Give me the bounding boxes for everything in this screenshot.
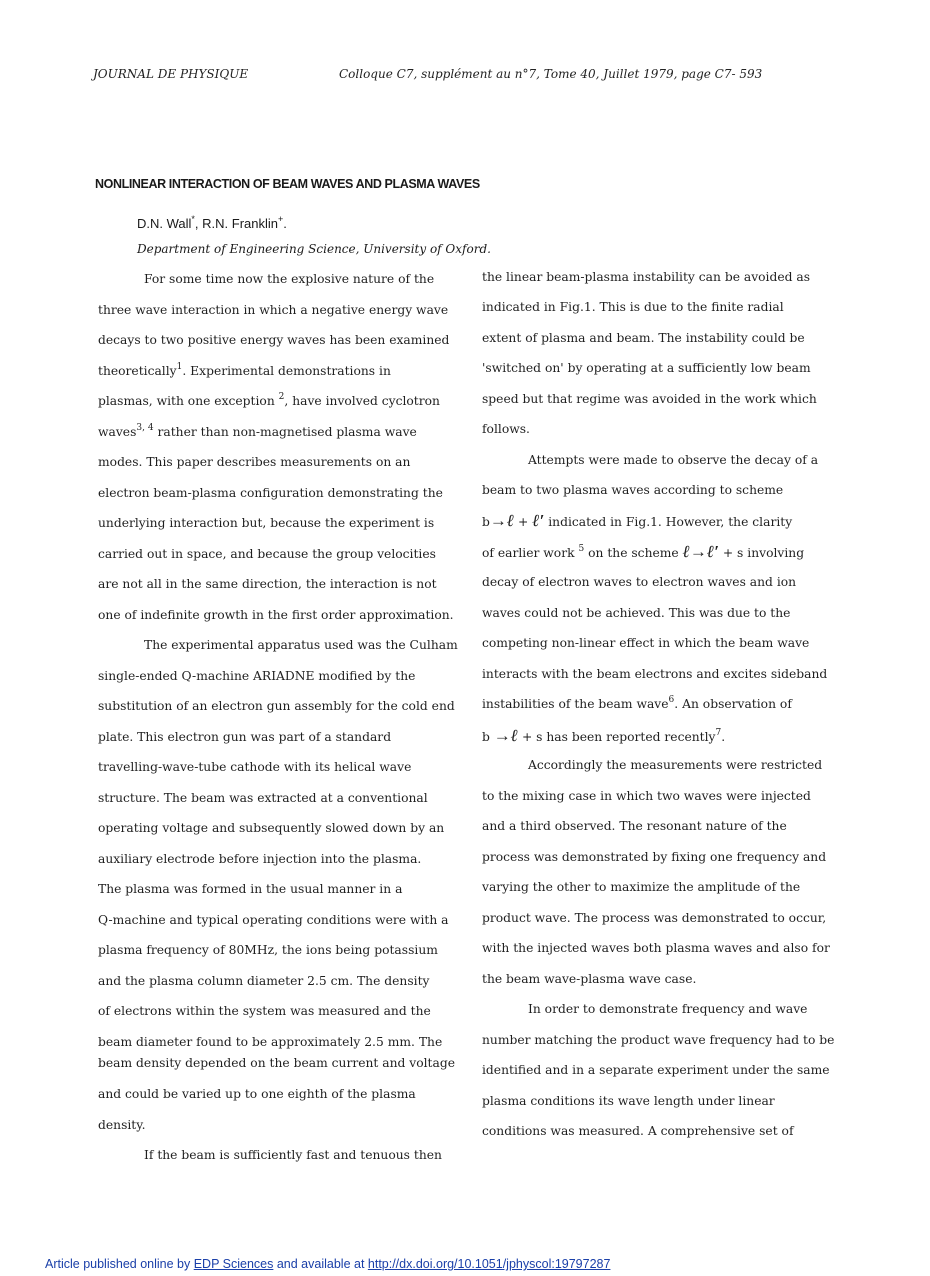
body-line: are not all in the same direction, the interaction is not (98, 577, 437, 591)
body-line: and could be varied up to one eighth of the plasma (98, 1087, 416, 1101)
body-line: conditions was measured. A comprehensive set of (482, 1124, 794, 1138)
body-line: and a third observed. The resonant nature of the (482, 819, 787, 833)
body-line: travelling-wave-tube cathode with its helical wave (98, 760, 412, 774)
body-line: electron beam-plasma configuration demonstrating the (98, 486, 443, 500)
body-line: beam to two plasma waves according to scheme (482, 483, 784, 497)
body-line: follows. (482, 422, 530, 436)
body-line: b→ℓ + ℓ′ indicated in Fig.1. However, the clarity (482, 511, 793, 530)
body-line: 'switched on' by operating at a sufficiently low beam (482, 361, 811, 375)
author-2: R.N. Franklin (202, 216, 279, 231)
wave-symbol: ℓ (506, 511, 515, 530)
body-line: of earlier work $^5$ on the scheme ℓ→ℓ′ + s involving (482, 542, 805, 561)
publisher-link[interactable]: EDP Sciences (193, 1257, 274, 1271)
body-line: beam density depended on the beam current and voltage (98, 1056, 455, 1070)
reference-mark: 6 (668, 695, 675, 705)
body-line: identified and in a separate experiment under the same (482, 1063, 830, 1077)
body-line: b →ℓ + s has been reported recently$^7$. (482, 726, 726, 745)
author-1: D.N. Wall (137, 216, 192, 231)
body-line: The experimental apparatus used was the Culham (144, 638, 458, 652)
body-line: underlying interaction but, because the experiment is (98, 516, 435, 530)
body-line: of electrons within the system was measured and the (98, 1004, 431, 1018)
body-line: speed but that regime was avoided in the work which (482, 392, 817, 406)
issue-info: Colloque C7, supplément au n°7, Tome 40, Juillet 1979, page C7- 593 (339, 67, 763, 81)
body-line: plasma conditions its wave length under linear (482, 1094, 775, 1108)
body-line: The plasma was formed in the usual manner in a (98, 882, 403, 896)
author-end: . (283, 216, 287, 231)
body-line: modes. This paper describes measurements on an (98, 455, 411, 469)
arrow-symbol: → (493, 726, 511, 745)
reference-mark: 5 (578, 544, 585, 554)
wave-symbol: ℓ (682, 542, 690, 561)
body-line: substitution of an electron gun assembly for the cold end (98, 699, 455, 713)
right-column (482, 270, 842, 1150)
body-line: one of indefinite growth in the first order approximation. (98, 608, 454, 622)
body-line: beam diameter found to be approximately 2.5 mm. The (98, 1035, 443, 1049)
footer-text: and available at (273, 1257, 368, 1271)
footer-text: Article published online by (45, 1257, 194, 1271)
body-line: operating voltage and subsequently slowed down by an (98, 821, 445, 835)
body-line: product wave. The process was demonstrated to occur, (482, 911, 827, 925)
body-line: three wave interaction in which a negative energy wave (98, 303, 449, 317)
left-column (98, 272, 458, 1172)
body-line: plasmas, with one exception $^2$, have involved cyclotron (98, 392, 440, 408)
body-line: density. (98, 1118, 146, 1132)
affiliation: Department of Engineering Science, University of Oxford. (137, 242, 491, 256)
doi-link[interactable]: http://dx.doi.org/10.1051/jphyscol:19797287 (367, 1257, 611, 1271)
reference-mark: 2 (278, 392, 285, 402)
author-1-mark: * (191, 214, 195, 224)
arrow-symbol: → (689, 542, 707, 561)
body-line: instabilities of the beam wave$^6$. An observation of (482, 695, 792, 711)
body-line: single-ended Q-machine ARIADNE modified by the (98, 669, 416, 683)
author-separator: , (194, 216, 203, 231)
reference-mark: 7 (715, 728, 722, 738)
body-line: the linear beam-plasma instability can be avoided as (482, 270, 811, 284)
wave-symbol: ℓ′ (706, 542, 719, 561)
journal-name: JOURNAL DE PHYSIQUE (93, 67, 249, 81)
body-line: to the mixing case in which two waves were injected (482, 789, 811, 803)
body-line: varying the other to maximize the amplitude of the (482, 880, 801, 894)
wave-symbol: ℓ′ (532, 511, 545, 530)
reference-mark: 1 (176, 362, 183, 372)
footer (45, 1257, 610, 1271)
body-line: decay of electron waves to electron waves and ion (482, 575, 797, 589)
wave-symbol: ℓ (510, 726, 519, 745)
body-line: decays to two positive energy waves has been examined (98, 333, 450, 347)
body-line: indicated in Fig.1. This is due to the finite radial (482, 300, 784, 314)
body-line: competing non-linear effect in which the beam wave (482, 636, 810, 650)
body-line: auxiliary electrode before injection into the plasma. (98, 852, 422, 866)
authors (137, 216, 287, 231)
body-line: plasma frequency of 80MHz, the ions being potassium (98, 943, 438, 957)
body-line: interacts with the beam electrons and excites sideband (482, 667, 828, 681)
body-line: plate. This electron gun was part of a standard (98, 730, 392, 744)
body-line: carried out in space, and because the group velocities (98, 547, 436, 561)
arrow-symbol: → (489, 511, 507, 530)
reference-mark: 3, 4 (136, 423, 154, 433)
body-line: process was demonstrated by fixing one frequency and (482, 850, 827, 864)
body-line: structure. The beam was extracted at a conventional (98, 791, 428, 805)
body-line: For some time now the explosive nature of the (144, 272, 435, 286)
body-line: number matching the product wave frequency had to be (482, 1033, 835, 1047)
body-line: the beam wave-plasma wave case. (482, 972, 697, 986)
body-line: Accordingly the measurements were restricted (528, 758, 823, 772)
body-line: extent of plasma and beam. The instability could be (482, 331, 805, 345)
body-line: waves$^{3, 4}$ rather than non-magnetised plasma wave (98, 423, 417, 439)
body-line: and the plasma column diameter 2.5 cm. The density (98, 974, 430, 988)
body-line: theoretically$^1$. Experimental demonstrations in (98, 362, 391, 378)
author-2-mark: + (278, 214, 284, 224)
body-line: Q-machine and typical operating conditions were with a (98, 913, 449, 927)
body-line: If the beam is sufficiently fast and tenuous then (144, 1148, 442, 1162)
body-line: In order to demonstrate frequency and wave (528, 1002, 808, 1016)
body-line: waves could not be achieved. This was due to the (482, 606, 791, 620)
body-line: Attempts were made to observe the decay of a (528, 453, 819, 467)
article-title: NONLINEAR INTERACTION OF BEAM WAVES AND PLASMA WAVES (95, 177, 480, 191)
body-line: with the injected waves both plasma waves and also for (482, 941, 830, 955)
